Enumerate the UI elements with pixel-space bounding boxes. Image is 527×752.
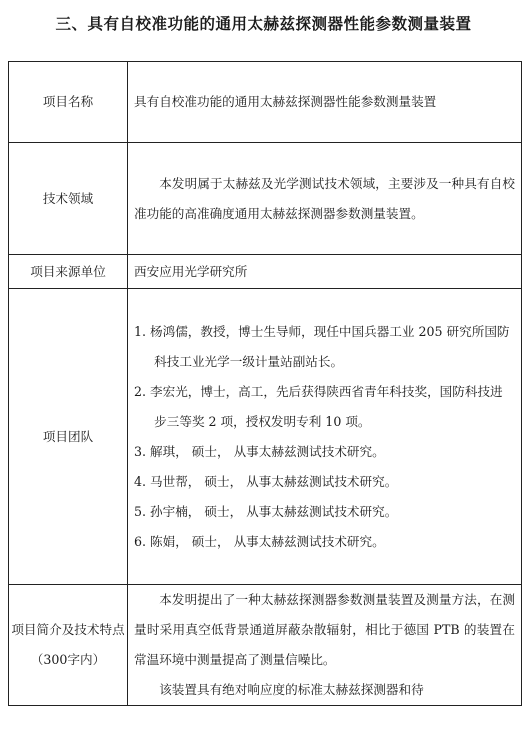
project-name-cell <box>128 62 522 143</box>
project-name-label: 项目名称 <box>9 62 128 143</box>
team-member-item: 3. 解琪， 硕士， 从事太赫兹测试技术研究。 <box>134 443 385 459</box>
team-member-item: 5. 孙宇楠， 硕士， 从事太赫兹测试技术研究。 <box>134 503 398 519</box>
team-member-item: 2. 李宏光，博士，高工，先后获得陕西省青年科技奖，国防科技进步三等奖 2 项，授权发明专利 10 项。 <box>134 383 503 429</box>
tech-field-cell <box>128 143 522 255</box>
table-row-source-unit <box>9 255 522 289</box>
intro-cell <box>128 585 522 706</box>
source-unit-cell <box>128 255 522 289</box>
team-member-item: 6. 陈娟， 硕士， 从事太赫兹测试技术研究。 <box>134 533 385 549</box>
intro-paragraph: 本发明提出了一种太赫兹探测器参数测量装置及测量方法，在测量时采用真空低背景通道屏蔽杂散辐射，相比于德国 PTB 的装置在常温环境中测量提高了测量信噪比。 <box>134 592 515 667</box>
team-cell <box>128 289 522 585</box>
page-title: 三、具有自校准功能的通用太赫兹探测器性能参数测量装置 <box>55 15 472 33</box>
team-member-item: 4. 马世帮， 硕士， 从事太赫兹测试技术研究。 <box>134 473 398 489</box>
source-unit-label: 项目来源单位 <box>9 255 128 289</box>
table-row-project-name <box>9 62 522 143</box>
table-row-intro <box>9 585 522 706</box>
project-info-table <box>8 61 522 706</box>
intro-label: 项目简介及技术特点（300字内） <box>9 585 128 706</box>
team-label: 项目团队 <box>9 289 128 585</box>
table-row-tech-field <box>9 143 522 255</box>
intro-paragraph: 该装置具有绝对响应度的标准太赫兹探测器和待 <box>159 682 424 697</box>
project-name-value: 具有自校准功能的通用太赫兹探测器性能参数测量装置 <box>134 94 437 109</box>
source-unit-value: 西安应用光学研究所 <box>134 263 248 279</box>
tech-field-label: 技术领域 <box>9 143 128 255</box>
tech-field-value: 本发明属于太赫兹及光学测试技术领域，主要涉及一种具有自校准功能的高准确度通用太赫兹探测器参数测量装置。 <box>134 175 515 221</box>
team-member-item: 1. 杨鸿儒，教授，博士生导师，现任中国兵器工业 205 研究所国防科技工业光学一级计量站副站长。 <box>134 323 510 369</box>
table-row-team <box>9 289 522 585</box>
